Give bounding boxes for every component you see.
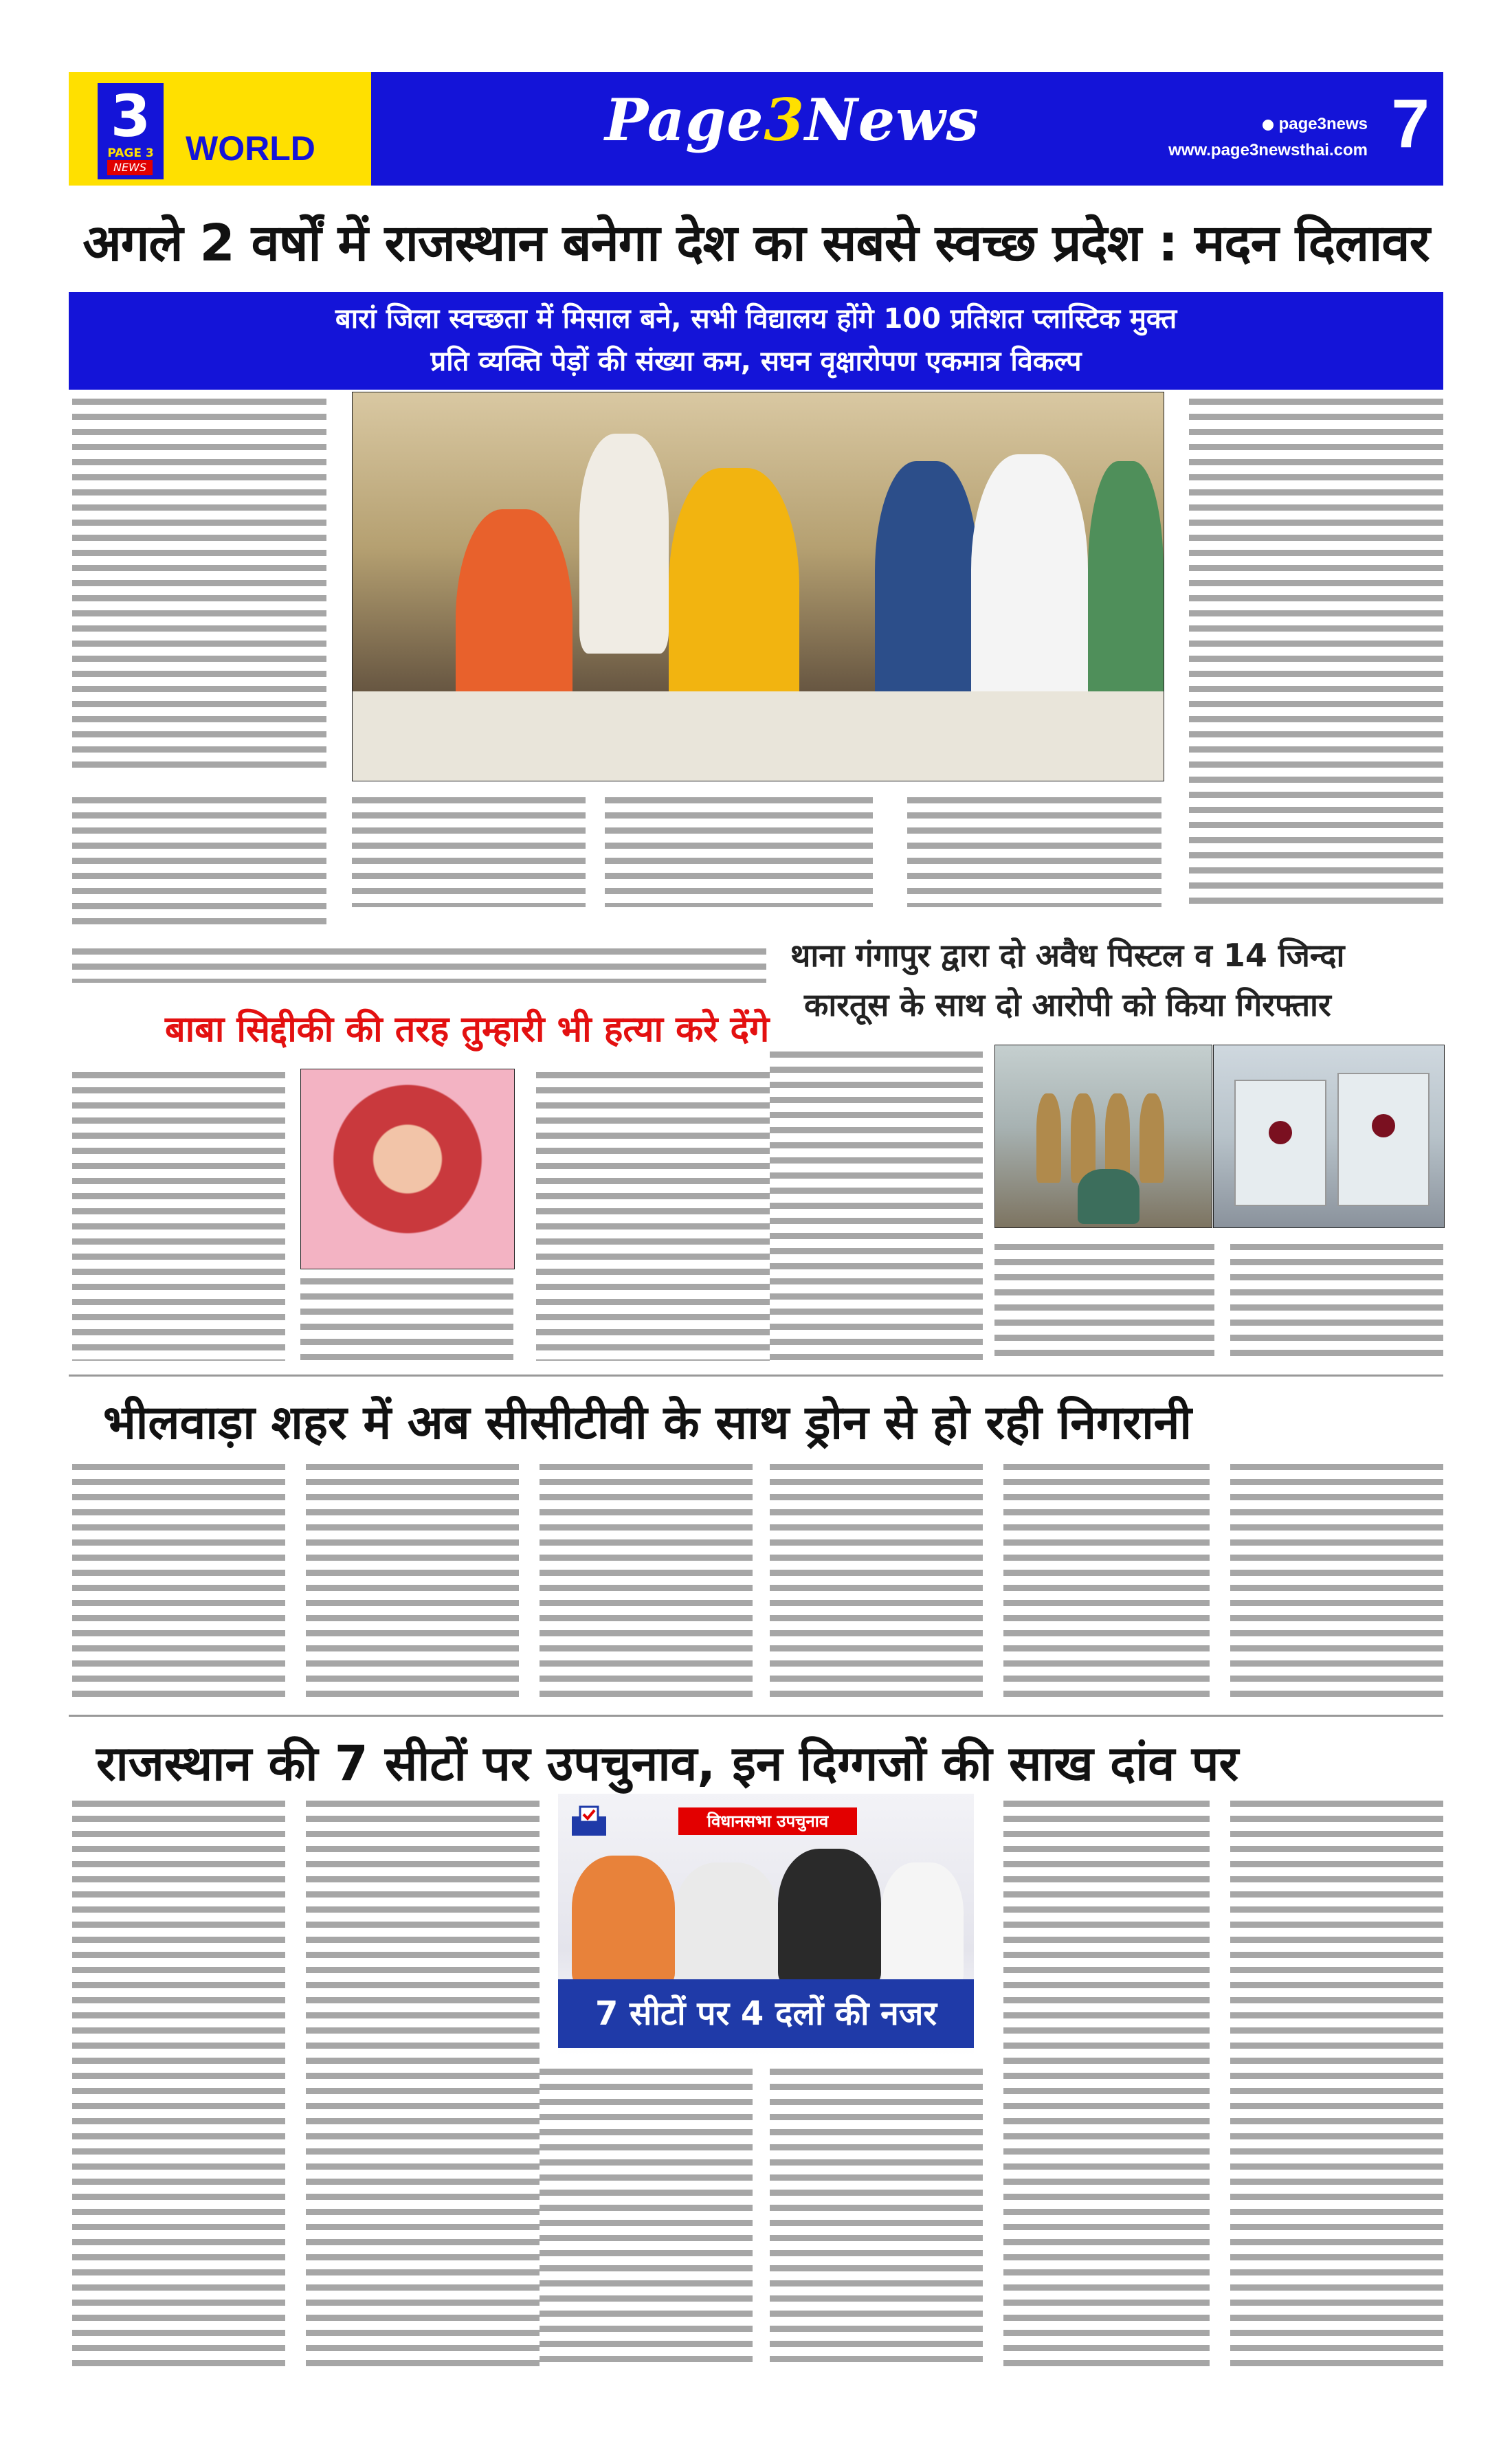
- election-ballot-icon: [565, 1804, 613, 1838]
- logo-sub: PAGE 3: [107, 146, 154, 160]
- police-figure-4: [1139, 1093, 1164, 1183]
- pistol-story-photo-police: [994, 1045, 1212, 1228]
- main-subheadline-2: प्रति व्यक्ति पेड़ों की संख्या कम, सघन वृक्षारोपण एकमात्र विकल्प: [430, 346, 1082, 377]
- main-story-column-3: [605, 797, 873, 907]
- pistol-story-column-2: [994, 1244, 1214, 1361]
- pistol-story-column-3: [1230, 1244, 1443, 1361]
- poster-leader-3: [778, 1849, 881, 1986]
- masthead: [69, 72, 1443, 186]
- main-subheadline-1: बारां जिला स्वच्छता में मिसाल बने, सभी विद्यालय होंगे 100 प्रतिशत प्लास्टिक मुक्त: [335, 303, 1177, 335]
- divider: [69, 1375, 1443, 1377]
- section-label: WORLD: [186, 129, 315, 168]
- bypoll-column-1: [72, 1801, 285, 2371]
- main-story-column-2: [352, 797, 586, 907]
- threat-story-photo: [300, 1069, 515, 1269]
- page3-logo[interactable]: [95, 80, 166, 182]
- brand-pre: Page: [605, 86, 764, 154]
- poster-leader-1: [572, 1856, 675, 1986]
- main-story-column-right: [1189, 399, 1443, 907]
- bypoll-column-3: [540, 2069, 753, 2371]
- bhilwara-column-1: [72, 1464, 285, 1698]
- logo-news-tag: NEWS: [107, 160, 153, 175]
- bhilwara-column-4: [770, 1464, 983, 1698]
- social-handle-text: page3news: [1278, 115, 1368, 133]
- main-story-column-1b: [72, 797, 326, 928]
- poster-leader-2: [675, 1862, 778, 1986]
- social-icon: [1263, 120, 1274, 131]
- social-handle[interactable]: [1263, 115, 1368, 134]
- threat-story-headline: बाबा सिद्दीकी की तरह तुम्हारी भी हत्या करे देंगे: [165, 1008, 770, 1050]
- evidence-packet-2: [1337, 1073, 1430, 1206]
- brand-post: News: [804, 86, 979, 154]
- bhilwara-column-3: [540, 1464, 753, 1698]
- bypoll-column-4: [770, 2069, 983, 2371]
- website-link[interactable]: www.page3newsthai.com: [1168, 141, 1368, 159]
- threat-story-column-2: [300, 1278, 513, 1361]
- poster-tag: विधानसभा उपचुनाव: [678, 1807, 857, 1835]
- bypoll-story-headline: राजस्थान की 7 सीटों पर उपचुनाव, इन दिग्गजों की साख दांव पर: [96, 1735, 1239, 1792]
- poster-leader-4: [881, 1862, 964, 1986]
- bypoll-column-2: [306, 1801, 540, 2371]
- seal-2: [1372, 1114, 1395, 1137]
- bhilwara-column-5: [1003, 1464, 1210, 1698]
- bypoll-column-6: [1230, 1801, 1443, 2371]
- threat-story-column-3: [536, 1072, 770, 1361]
- threat-story-column-1: [72, 1072, 285, 1361]
- brand-three: 3: [764, 86, 805, 154]
- seal-1: [1269, 1121, 1292, 1144]
- main-subheadline-banner: [69, 292, 1443, 390]
- threat-story-subhead-blur: [72, 948, 766, 983]
- divider: [69, 1715, 1443, 1717]
- main-story-column-1: [72, 399, 326, 770]
- brand-title[interactable]: [605, 86, 979, 154]
- bypoll-poster: [558, 1794, 974, 2055]
- police-figure-2: [1071, 1093, 1096, 1183]
- main-story-column-4: [907, 797, 1161, 907]
- pistol-story-headline-1: थाना गंगापुर द्वारा दो अवैध पिस्टल व 14 जिन्दा: [790, 937, 1345, 974]
- main-story-photo: [352, 392, 1164, 781]
- photo-table: [353, 691, 1164, 781]
- accused-figures: [1078, 1169, 1139, 1224]
- bhilwara-story-headline: भीलवाड़ा शहर में अब सीसीटीवी के साथ ड्रोन से हो रही निगरानी: [103, 1396, 1192, 1450]
- bhilwara-column-2: [306, 1464, 519, 1698]
- page-number: 7: [1391, 85, 1430, 162]
- poster-banner: 7 सीटों पर 4 दलों की नजर: [558, 1979, 974, 2048]
- police-figure-1: [1036, 1093, 1061, 1183]
- bhilwara-column-6: [1230, 1464, 1443, 1698]
- photo-figure-3: [579, 434, 669, 654]
- bypoll-column-5: [1003, 1801, 1210, 2371]
- pistol-story-photo-weapons: [1213, 1045, 1445, 1228]
- pistol-story-column-1: [770, 1051, 983, 1361]
- logo-number: 3: [110, 82, 151, 150]
- main-headline: अगले 2 वर्षों में राजस्थान बनेगा देश का सबसे स्वच्छ प्रदेश : मदन दिलावर: [82, 214, 1430, 273]
- pistol-story-headline-2: कारतूस के साथ दो आरोपी को किया गिरफ्तार: [804, 986, 1331, 1023]
